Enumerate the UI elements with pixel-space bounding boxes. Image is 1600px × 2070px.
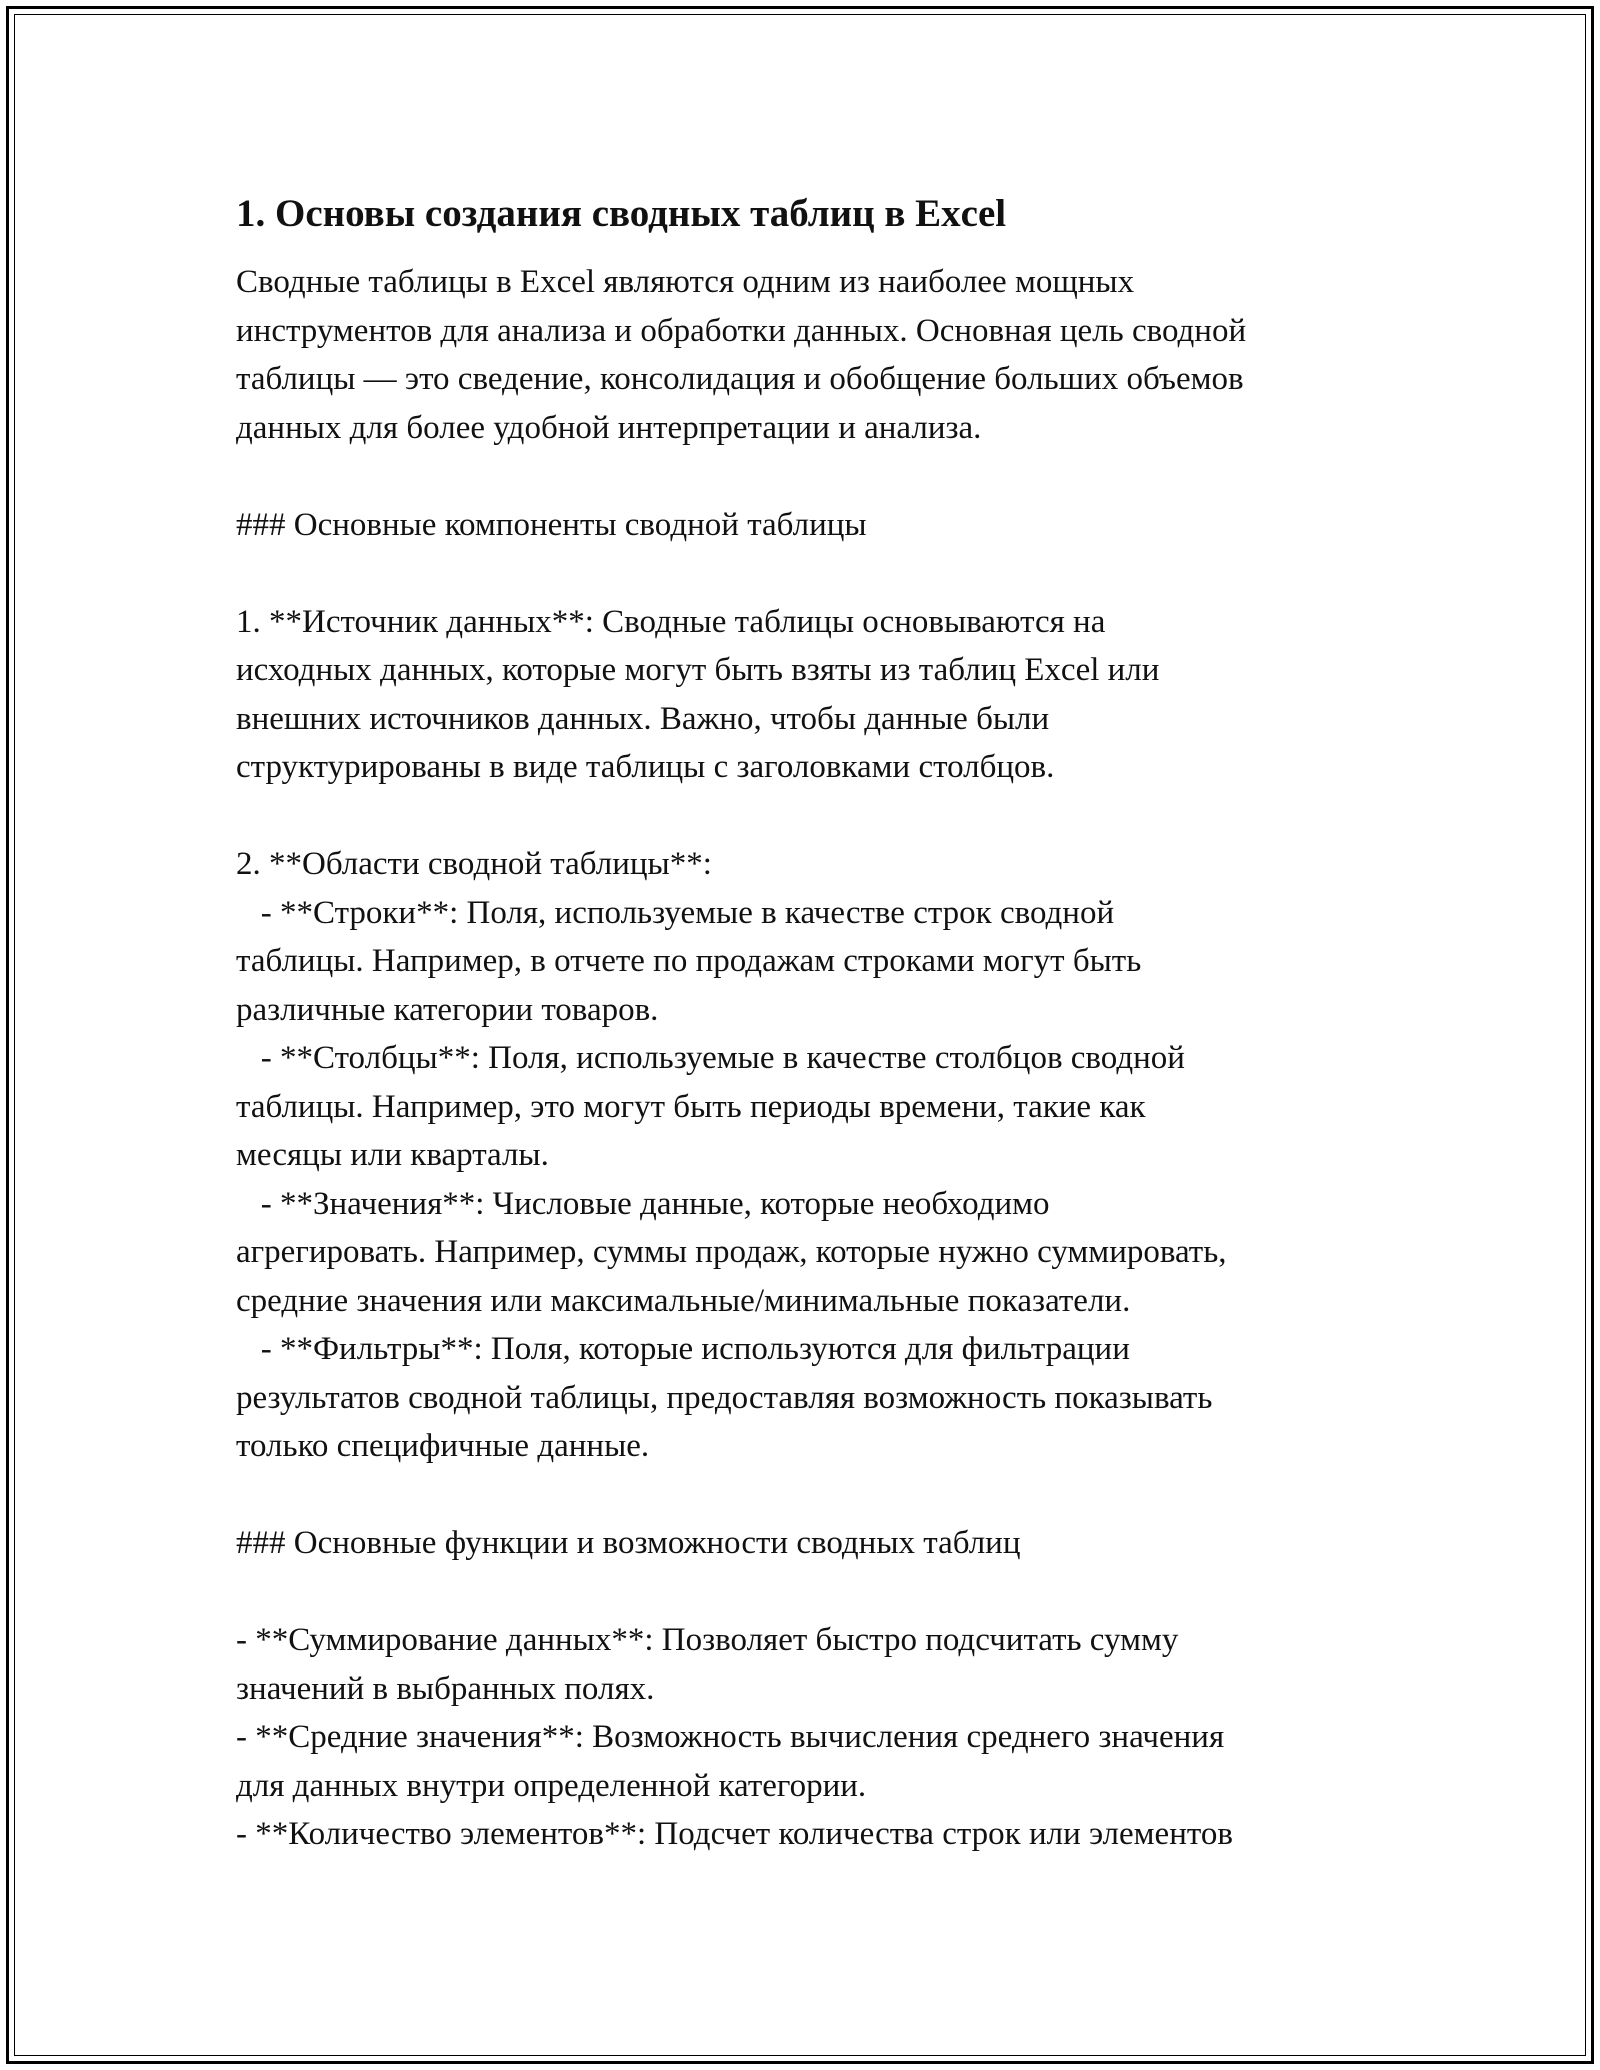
document-title: 1. Основы создания сводных таблиц в Excel — [236, 192, 1007, 235]
text-line: 2. **Области сводной таблицы**: — [236, 846, 712, 882]
document-content — [236, 188, 1416, 1859]
text-line: значений в выбранных полях. — [236, 1670, 655, 1707]
text-line: - **Значения**: Числовые данные, которые необходимо — [236, 1185, 1050, 1222]
blank-line — [236, 452, 1416, 501]
text-line: для данных внутри определенной категории. — [236, 1767, 867, 1804]
text-line: внешних источников данных. Важно, чтобы данные были — [236, 700, 1050, 737]
blank-line — [236, 1471, 1416, 1520]
text-line: данных для более удобной интерпретации и анализа. — [236, 409, 982, 446]
text-line: Сводные таблицы в Excel являются одним из наиболее мощных — [236, 264, 1135, 300]
text-line: структурированы в виде таблицы с заголовками столбцов. — [236, 749, 1055, 785]
text-line: инструментов для анализа и обработки данных. Основная цель сводной — [236, 312, 1247, 349]
blank-line — [236, 1568, 1416, 1617]
text-line: агрегировать. Например, суммы продаж, которые нужно суммировать, — [236, 1234, 1227, 1270]
blank-line — [236, 792, 1416, 841]
text-line: только специфичные данные. — [236, 1428, 650, 1464]
text-line: - **Суммирование данных**: Позволяет быстро подсчитать сумму — [236, 1622, 1179, 1658]
text-line: - **Строки**: Поля, используемые в качестве строк сводной — [236, 894, 1115, 931]
text-line: таблицы. Например, это могут быть периоды времени, такие как — [236, 1088, 1146, 1125]
text-line: таблицы — это сведение, консолидация и обобщение больших объемов — [236, 361, 1244, 397]
text-line: ### Основные функции и возможности сводных таблиц — [236, 1525, 1021, 1561]
text-line: - **Количество элементов**: Подсчет количества строк или элементов — [236, 1816, 1233, 1852]
text-line: различные категории товаров. — [236, 991, 659, 1028]
text-line: таблицы. Например, в отчете по продажам строками могут быть — [236, 943, 1142, 979]
text-line: - **Столбцы**: Поля, используемые в качестве столбцов сводной — [236, 1040, 1185, 1076]
text-line: ### Основные компоненты сводной таблицы — [236, 506, 867, 543]
text-line: исходных данных, которые могут быть взяты из таблиц Excel или — [236, 652, 1160, 688]
text-line: - **Средние значения**: Возможность вычисления среднего значения — [236, 1719, 1225, 1755]
text-line: 1. **Источник данных**: Сводные таблицы основываются на — [236, 603, 1106, 640]
text-line: - **Фильтры**: Поля, которые используются для фильтрации — [236, 1331, 1130, 1367]
document-body — [236, 258, 1416, 1859]
text-line: месяцы или кварталы. — [236, 1137, 549, 1173]
text-line: средние значения или максимальные/минимальные показатели. — [236, 1282, 1131, 1319]
blank-line — [236, 549, 1416, 598]
text-line: результатов сводной таблицы, предоставляя возможность показывать — [236, 1379, 1213, 1416]
